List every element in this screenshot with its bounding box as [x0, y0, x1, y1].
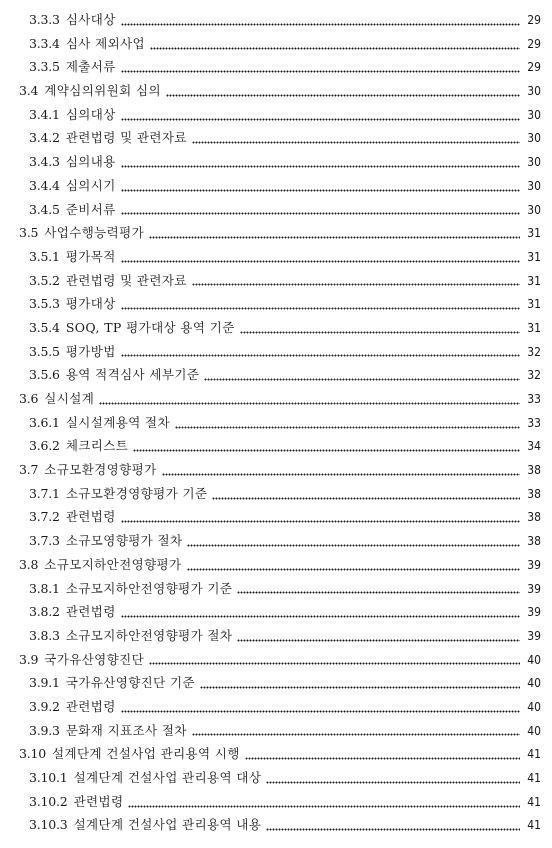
toc-page-number: 31	[527, 249, 541, 264]
toc-page-number: 31	[527, 273, 541, 288]
toc-entry-number: 3.5.4	[29, 319, 60, 335]
toc-entry-title: 심사대상	[65, 12, 116, 27]
toc-page-number: 38	[527, 486, 541, 501]
toc-entry-title: 심의대상	[65, 106, 116, 122]
toc-dot-leader	[121, 212, 520, 215]
toc-page-number: 30	[527, 107, 541, 122]
toc-dot-leader	[237, 591, 520, 594]
toc-entry-number: 3.5.2	[29, 272, 60, 288]
toc-section-entry[interactable]	[0, 744, 552, 768]
toc-entry-number: 3.8.1	[29, 580, 60, 596]
toc-entry-number: 3.9.1	[29, 675, 60, 691]
toc-entry-number: 3.7	[19, 462, 39, 478]
toc-dot-leader	[192, 283, 520, 286]
toc-entry-number: 3.7.1	[29, 485, 60, 501]
toc-section-entry[interactable]	[0, 650, 552, 674]
toc-entry-number: 3.6.1	[29, 414, 60, 430]
toc-entry-title: 실시설계용역 절차	[65, 414, 170, 430]
toc-entry-title: 국가유산영향진단	[44, 651, 145, 667]
toc-entry-number: 3.10.3	[29, 817, 68, 833]
toc-dot-leader	[162, 473, 520, 476]
toc-page-number: 39	[527, 628, 541, 643]
toc-dot-leader	[212, 497, 520, 500]
toc-subsection-entry[interactable]	[0, 626, 552, 650]
toc-dot-leader	[237, 639, 520, 642]
toc-subsection-entry[interactable]	[0, 294, 552, 318]
table-of-contents	[0, 10, 552, 839]
toc-subsection-entry[interactable]	[0, 721, 552, 745]
toc-entry-title: 설계단계 건설사업 관리용역 대상	[73, 770, 262, 785]
toc-entry-number: 3.9	[19, 651, 39, 667]
toc-subsection-entry[interactable]	[0, 436, 552, 460]
toc-entry-title: 소규모지하안전영향평가	[44, 556, 182, 572]
toc-entry-title: 소규모영향평가 절차	[65, 533, 183, 549]
toc-entry-title: 심사 제외사업	[65, 35, 146, 51]
toc-page-number: 41	[527, 747, 541, 762]
toc-dot-leader	[240, 331, 520, 334]
toc-subsection-entry[interactable]	[0, 815, 552, 839]
toc-page-number: 41	[527, 771, 541, 785]
toc-entry-title: 설계단계 건설사업 관리용역 시행	[52, 746, 240, 762]
toc-dot-leader	[121, 23, 520, 26]
toc-section-entry[interactable]	[0, 389, 552, 413]
toc-entry-title: 관련법령 및 관련자료	[65, 272, 187, 288]
toc-subsection-entry[interactable]	[0, 484, 552, 508]
toc-subsection-entry[interactable]	[0, 792, 552, 816]
toc-dot-leader	[166, 94, 520, 97]
toc-entry-title: 국가유산영향진단 기준	[65, 675, 195, 691]
toc-entry-number: 3.9.2	[29, 698, 60, 714]
toc-dot-leader	[121, 260, 520, 263]
toc-entry-title: 평가방법	[65, 343, 116, 359]
toc-dot-leader	[121, 70, 520, 73]
toc-entry-title: 평가대상	[65, 296, 116, 312]
toc-page-number: 30	[527, 178, 541, 193]
toc-subsection-entry[interactable]	[0, 247, 552, 271]
toc-page-number: 29	[527, 36, 541, 51]
toc-subsection-entry[interactable]	[0, 152, 552, 176]
toc-subsection-entry[interactable]	[0, 271, 552, 295]
toc-page-number: 30	[527, 84, 541, 99]
toc-dot-leader	[133, 449, 520, 452]
toc-dot-leader	[121, 189, 520, 192]
toc-entry-number: 3.4.1	[29, 106, 60, 122]
toc-entry-title: 소규모지하안전영향평가 절차	[65, 627, 233, 643]
toc-entry-title: 준비서류	[65, 201, 116, 217]
toc-page-number: 40	[527, 676, 541, 691]
toc-entry-number: 3.3.4	[29, 35, 60, 51]
toc-entry-title: 관련법령	[73, 793, 124, 809]
toc-dot-leader	[128, 805, 520, 808]
toc-entry-title: 관련법령	[65, 698, 116, 714]
toc-entry-title: 관련법령 및 관련자료	[65, 130, 187, 146]
toc-entry-number: 3.8	[19, 556, 39, 572]
toc-page-number: 30	[527, 131, 541, 146]
toc-page-number: 41	[527, 818, 541, 833]
toc-page-number: 29	[527, 13, 541, 27]
toc-entry-number: 3.4.5	[29, 201, 60, 217]
toc-page-number: 40	[527, 723, 541, 738]
toc-page-number: 39	[527, 581, 541, 596]
toc-page-number: 39	[527, 557, 541, 572]
toc-entry-title: 사업수행능력평가	[44, 225, 145, 241]
toc-page-number: 33	[527, 415, 541, 430]
toc-entry-number: 3.5.6	[29, 367, 60, 383]
toc-entry-number: 3.6	[19, 391, 39, 406]
toc-subsection-entry[interactable]	[0, 768, 552, 792]
toc-dot-leader	[150, 47, 520, 50]
toc-dot-leader	[192, 733, 520, 736]
toc-dot-leader	[121, 165, 520, 168]
toc-page-number: 33	[527, 392, 541, 406]
toc-dot-leader	[187, 544, 520, 547]
toc-entry-number: 3.5.1	[29, 248, 60, 264]
toc-entry-title: SOQ, TP 평가대상 용역 기준	[65, 319, 235, 335]
toc-page-number: 29	[527, 60, 541, 75]
toc-entry-number: 3.7.2	[29, 509, 60, 525]
toc-dot-leader	[204, 378, 520, 381]
toc-page-number: 38	[527, 463, 541, 478]
toc-page-number: 32	[527, 344, 541, 359]
toc-entry-number: 3.10	[19, 746, 47, 762]
toc-dot-leader	[175, 426, 520, 429]
toc-entry-number: 3.5	[19, 225, 39, 241]
toc-entry-number: 3.4.4	[29, 177, 60, 193]
toc-entry-title: 관련법령	[65, 604, 116, 620]
toc-entry-number: 3.4.2	[29, 130, 60, 146]
toc-entry-title: 설계단계 건설사업 관리용역 내용	[73, 817, 262, 833]
toc-subsection-entry[interactable]	[0, 128, 552, 152]
toc-entry-title: 문화재 지표조사 절차	[65, 722, 187, 738]
toc-dot-leader	[121, 118, 520, 121]
toc-subsection-entry[interactable]	[0, 673, 552, 697]
toc-entry-number: 3.10.2	[29, 793, 68, 809]
toc-page-number: 31	[527, 297, 541, 312]
toc-dot-leader	[200, 686, 520, 689]
toc-dot-leader	[121, 354, 520, 357]
toc-page-number: 38	[527, 534, 541, 549]
toc-subsection-entry[interactable]	[0, 318, 552, 342]
toc-dot-leader	[187, 568, 520, 571]
toc-page-number: 31	[527, 226, 541, 241]
toc-entry-title: 용역 적격심사 세부기준	[65, 367, 200, 383]
toc-section-entry[interactable]	[0, 81, 552, 105]
toc-entry-number: 3.4	[19, 83, 39, 99]
toc-page-number: 30	[527, 202, 541, 217]
toc-page-number: 30	[527, 155, 541, 170]
toc-subsection-entry[interactable]	[0, 602, 552, 626]
toc-dot-leader	[99, 402, 520, 405]
toc-entry-title: 체크리스트	[65, 438, 129, 454]
toc-subsection-entry[interactable]	[0, 365, 552, 389]
toc-entry-title: 소규모환경영향평가	[44, 462, 157, 478]
toc-page-number: 34	[527, 439, 541, 454]
toc-dot-leader	[266, 828, 520, 831]
toc-dot-leader	[192, 141, 520, 144]
toc-entry-number: 3.5.3	[29, 296, 60, 312]
toc-subsection-entry[interactable]	[0, 342, 552, 366]
toc-entry-title: 심의내용	[65, 154, 116, 170]
toc-subsection-entry[interactable]	[0, 697, 552, 721]
toc-subsection-entry[interactable]	[0, 413, 552, 437]
toc-entry-title: 제출서류	[65, 59, 116, 75]
toc-entry-title: 소규모환경영향평가 기준	[65, 485, 208, 501]
toc-section-entry[interactable]	[0, 223, 552, 247]
toc-entry-title: 심의시기	[65, 177, 116, 193]
toc-entry-title: 평가목적	[65, 248, 116, 264]
toc-subsection-entry[interactable]	[0, 10, 552, 34]
toc-page-number: 40	[527, 699, 541, 714]
toc-dot-leader	[121, 520, 520, 523]
toc-entry-number: 3.8.3	[29, 627, 60, 643]
toc-page-number: 38	[527, 510, 541, 525]
toc-entry-title: 실시설계	[44, 391, 95, 406]
toc-subsection-entry[interactable]	[0, 579, 552, 603]
toc-entry-number: 3.9.3	[29, 722, 60, 738]
toc-entry-number: 3.3.5	[29, 59, 60, 75]
toc-entry-number: 3.3.3	[29, 12, 60, 27]
toc-subsection-entry[interactable]	[0, 200, 552, 224]
toc-page-number: 32	[527, 368, 541, 383]
toc-entry-number: 3.7.3	[29, 533, 60, 549]
toc-dot-leader	[121, 710, 520, 713]
toc-section-entry[interactable]	[0, 460, 552, 484]
toc-dot-leader	[266, 781, 520, 784]
toc-entry-title: 관련법령	[65, 509, 116, 525]
toc-entry-number: 3.8.2	[29, 604, 60, 620]
toc-dot-leader	[121, 307, 520, 310]
toc-subsection-entry[interactable]	[0, 105, 552, 129]
toc-entry-number: 3.4.3	[29, 154, 60, 170]
toc-subsection-entry[interactable]	[0, 507, 552, 531]
toc-entry-title: 계약심의위원회 심의	[44, 83, 161, 99]
toc-subsection-entry[interactable]	[0, 34, 552, 58]
toc-dot-leader	[149, 236, 520, 239]
toc-entry-title: 소규모지하안전영향평가 기준	[65, 580, 233, 596]
toc-page-number: 41	[527, 794, 541, 809]
toc-dot-leader	[245, 757, 520, 760]
toc-page-number: 40	[527, 652, 541, 667]
toc-subsection-entry[interactable]	[0, 531, 552, 555]
toc-dot-leader	[149, 662, 520, 665]
toc-page-number: 31	[527, 320, 541, 335]
toc-entry-number: 3.5.5	[29, 343, 60, 359]
toc-section-entry[interactable]	[0, 555, 552, 579]
toc-subsection-entry[interactable]	[0, 57, 552, 81]
toc-page-number: 39	[527, 605, 541, 620]
toc-entry-number: 3.6.2	[29, 438, 60, 454]
toc-subsection-entry[interactable]	[0, 176, 552, 200]
toc-dot-leader	[121, 615, 520, 618]
toc-entry-number: 3.10.1	[29, 770, 68, 785]
